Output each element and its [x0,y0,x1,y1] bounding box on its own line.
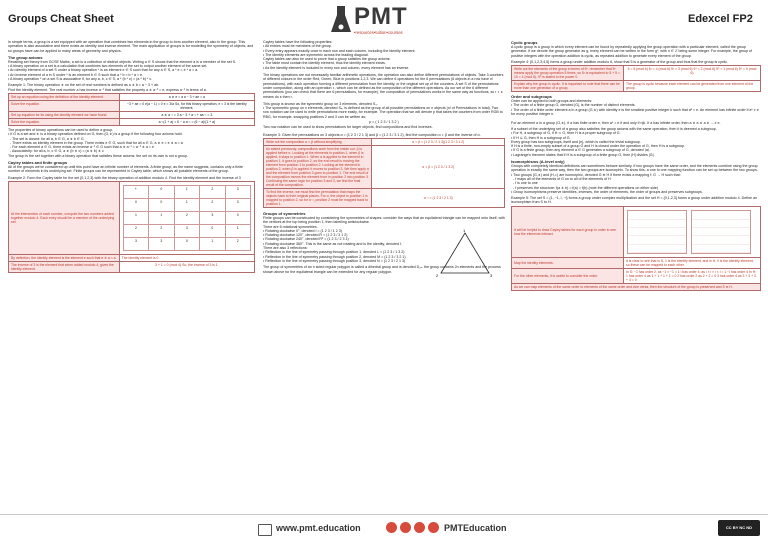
triangle-label: 2 [436,272,439,278]
ex2-step: At the intersection of each number, compute the two numbers added together modulo 4. Each entry should be a member of the underlying set. [9,181,120,254]
footer [0,514,768,543]
example-5: Example 5: The set S = {1, −1, i, −i} forms a group under complex multiplication and the set H = {0,1,2,3} forms a group under addition modulo 4. Define an isomorphism from S to H. [511,196,759,205]
cayley-cell: 2 [149,224,174,237]
cayley-cell: 3 [149,237,174,250]
ex3-step: Write out the composition α ∘ β without simplifying. [264,138,372,145]
cayley-cell: 3 [123,237,148,250]
brand-handle: PMTEducation [444,523,507,533]
subject-title: Edexcel FP2 [688,13,753,25]
symmetry-list: • Rotating clockwise 0°, denoted I = (1 2 3 / 1 2 3) • Rotating clockwise 120°, denoted R = (1 2 3 / 3 1 2) • Rotating clockwise 240°, denoted R² = (1 2 3 / 2 3 1) • Rotating clockwise 360°. This is the same as not rotating and is the identity, denoted I. There are also 3 reflections: • Reflection in the line of symmetry passing through position 1, denoted L = (1 2 3 / 1 3 2) • Reflection in the line of symmetry passing through position 2, denoted M = (1 2 3 / 3 2 1) • Reflection in the line of symmetry passing through position 3, denoted N = (1 2 3 / 2 1 3) [263,228,406,263]
symmetry-heading: Groups of symmetries [263,210,306,216]
dihedral-text: The group of symmetries of an n sided regular polygon is called a dihedral group and is denoted D₂ₙ. the group contains 2n elements and the process shown above for the equilateral triangle can be extended for any regular polygon. [263,265,502,274]
cyclic-heading: Cyclic groups [511,40,538,45]
ex1-step: Solve the equation. [9,100,120,111]
ex5-step: Map the identity elements. [512,257,624,268]
cayley-cell: 1 [225,224,251,237]
ex5-step: For the other elements, it is useful to consider the order. [512,268,624,283]
cayley-cell: 0 [123,198,148,211]
cc-license-badge: CC BY NC ND [718,520,760,536]
orders-text: Order can be applied to both groups and elements: • The order of a finite group G, denoted |G|, is the number of distinct elements. • The order of a finite order element a in a group (G,∗) with identity e is the smallest positive integer k such that aᵏ = e. An element has infinite order if aⁿ ≠ e for every positive integer n. For an element a in a group (G,∗), if a has finite order n, then aⁿ = e if and only if n|k. If a has infinite order, then a ∗ a ∗ a ∗ ... ≠ e. [511,99,759,125]
isomorphism-heading: Isomorphisms (A-level only) [511,159,565,165]
cayley-text: All of the groups we've considered up until this point have an infinite number of elements. A finite group, as the name suggests, contains only a finite number of elements in its underlying set. Finite groups can be represented in Cayley table, which shows all possible elements of the group. [8,165,245,174]
cayley-cell: 0 [225,211,251,224]
ex3-step: To find the inverse, we must find the permutation that maps the objects back to their original places. For α, the object in position 1 is mapped to position 2, so for α⁻¹, position 2 must be mapped back to position 1. [264,188,372,207]
logo-text: PMT [354,3,408,30]
ex2-step: The inverse of 3 is the element that when added modulo 4, gives the identity element. [9,261,120,272]
logo-tagline: •resources•tuition•courses [354,30,403,35]
subgroup-text: If a subset of the underlying set of a group also satisfies the group axioms with the same operation, then it is deemed a subgroup. • For H, a subgroup of G, if H ⊂ G, then H is a proper subgroup of G. • If H ⊆ G, then H is a subgroup of G. Every group has two subgroups, itself and {e}, which is called the trivial subgroup. If H is a finite, non-empty subset of a group G and H is closed under the operation of G, then H is a subgroup. • If G is a finite group, then any element a ∈ G generates a subgroup of G, denoted ⟨a⟩. • Lagrange's theorem states that if H is a subgroup of a finite group G, then |H| divides |G|. [511,126,717,157]
ex2-step: By definition, the identity element is the element e such that e ∗ a = a. [9,254,120,261]
ex3-working: α⁻¹ = (1 2 3 / 2 1 3) [372,188,505,207]
cayley-cell: 3 [225,198,251,211]
cyclic-text: A cyclic group is a group in which every element can be found by repeatedly applying the group operation with a particular element, called the group generator. If we denote the group generator as g, every element can be written in the form gⁿ, with n ∈ ℤ being some integer. For example, the group of positive integers with the operation addition is cyclic, as repeated addition to generate every element of the group. [511,45,754,58]
website-link[interactable]: www.pmt.education [276,523,361,533]
orders-heading: Order and subgroups [511,94,552,100]
ex5-working: It is clear to see that in S, 1 is the identity element, and in H, 0 is the identity element, so these can be mapped to each other. [624,257,761,268]
ex1-step: Solve the equation. [9,118,120,125]
triangle-label: 1 [463,227,466,233]
instagram-icon[interactable] [386,522,397,533]
example-2: Example 2: Form the Cayley table for the set {0,1,2,3} with the binary operation of addition modulo 4. Find the identity element and the inverse of 3 [8,175,241,180]
cayley-table [123,185,251,251]
example-4: Example 4: {0,1,2,3,4,5} forms a group under addition modulo 6, show that 5 is a generator of the group and thus that the group is cyclic. [511,59,728,64]
facebook-icon[interactable] [414,522,425,533]
youtube-icon[interactable] [400,522,411,533]
ex5-step: It will be helpful to draw Cayley tables for each group in order to see how the elements interact. [512,206,624,257]
permutation-p: p = ( 1 2 3 / 1 3 2 ) [369,120,399,125]
group-definition: The properties of binary operations can be used to define a group. • If G is a set and ∗ is a binary operation defined on G, then (G,∗) is a group if the following four axioms hold: - The set is closed: for all a, b ∈ G, a ∗ b ∈ G - There exists an identity element in the group. There exists e ∈ G, such that for all a ∈ G, a ∗ e = e ∗ a = a - For each element a ∈ G, there exists an inverse a⁻¹ ∈ G such that a ∗ a⁻¹ = a⁻¹ ∗ a = e - Associativity: for all a, b, c ∈ G, a ∗ (b ∗ c) = (a ∗ b) ∗ c The group is the set together with a binary operation that satisfies these axioms: the set on its own is not a group. [8,127,188,158]
ex2-working: 3 + 1 = 0 (mod 4) So, the inverse of 3 is 1. [119,261,254,272]
example-3: Example 3: Given the permutations on 3 objects α = (1 2 3 / 2 1 3) and β = (1 2 3 / 3 1 2), find the composition α ∘ β and the inverse of α. [263,132,481,137]
pmt-logo [330,3,440,39]
cayley-cell: 3 [174,224,199,237]
ex1-working: −3 + ae = 0 e(a − 1) = 0 e = 3/a So, for this binary operation, e = 3 is the identity element. [119,100,254,111]
ex4-working: The group is cyclic because each element can be generated from one element of the group. [624,81,761,92]
ex2-working: The identity element is 0 [119,254,254,261]
triangle-label: 3 [490,272,493,278]
example-1-table [8,93,255,126]
equilateral-triangle-diagram [435,229,495,279]
permutation-text: The binary operations are not necessarily familiar arithmetic operations, the operation can also define different permutations of objects. Take 3 counters of different colours in the order Red, Green, Blue in positions 1,2,3. We can define 6 operations for the 6 permutations (6 objects in a row have n! permutations), with each operation forming a different permutation from the identity, or the original set up of the counters. A set S of the permutations under composition, along with an operation ∘, which can be defined as the composition of the different operations. As our set of the 6 different permutations (you can check that there are 6 permutations, for example), the composition of permutations works in the same way as functions, so r ∘ s means do s then r. [263,73,505,99]
cayley-cell: 3 [200,211,225,224]
cayley-heading: Cayley tables and finite groups [8,160,68,166]
ex5-conclusion: As we can map elements of the same order to elements of the same order and vice versa, then the structure of the group is preserved and S ≅ H. [512,283,761,290]
cayley-cell: 1 [174,185,199,198]
example-1: Example 1: The binary operation ∗ on the set of real numbers is defined as a ∗ b = a − 3 + ab. Find the identity element. The real number a has inverse a⁻¹ that satisfies the property a ∗ a⁻¹ = e, express a⁻¹ in terms of a. [8,83,207,92]
axioms-text: Recalling set theory from GCSE Maths, a set is a collection of distinct objects. Writing a ∈ S shows that the element a is a member of the set S. • A binary operation on a set is a calculation that combines two elements of the set to output another element of the same set. • An identity element of a set S under a binary operation * is an element e ∈ S such that for any a ∈ S, a * e = e * a = a. • An inverse element of a in S under * is an element b ∈ S such that a * b = b * a = e. • A binary operation * on a set S is associative if, for any a, b, c ∈ S, a * (b * c) = (a * b) * c. [8,59,237,82]
example-2-table [8,181,255,273]
ex1-working: a ∗ e = a a − 3 + ae = a [119,93,254,100]
cayley-cell: 1 [200,237,225,250]
cayley-cell: 2 [123,224,148,237]
cayley-table-s [627,210,687,254]
permutation-note: Two row notation can be used to show permutations for larger objects, find compositions and find inverses. [263,125,433,130]
cayley-cell: 1 [149,211,174,224]
ex5-working: In S: −1 has order 2, as −1 × −1 = 1 i has order 4, as i × i × i × i = 1 −i has order 4 In H: 1 has order 4 as 1 + 1 + 1 + 1 = 0 2 has order 2 as 2 + 2 = 0 3 has order 4 as 3 + 3 + 3 + 3 = 0 [624,268,761,283]
column-1 [8,40,255,510]
example-5-table [511,206,761,291]
cayley-cell: 2 [200,185,225,198]
computer-icon [258,524,272,536]
cayley-cell: 0 [149,198,174,211]
ex3-working: α ∘ β = (1 2 3 / 1 3 2) [372,145,505,188]
cayley-cell: 1 [123,211,148,224]
cayley-cell: 1 [174,198,199,211]
cayley-table-h [691,210,751,254]
cayley-cell: 0 [149,185,174,198]
pmt-flask-icon [330,5,352,35]
permutation-definition: This group is known as the symmetric group on 3 elements, denoted S₃. • The symmetric group on n elements, denoted Sₙ, is defined as the group of all possible permutations on n objects (n! of Permutations in total). Two row notation can be used to write permutations more easily, for example. The operation that we will denote p that takes the counters from order RGB to RBG, for example, swapping positions 2 and 3 can be written as: [263,101,503,119]
twitter-icon[interactable] [428,522,439,533]
ex1-working: a ∗ a⁻¹ = 3 a − 3 + a⁻¹ + aa⁻¹ = 3 [119,111,254,118]
cayley-cell: 0 [200,224,225,237]
ex1-working: a⁻¹(1 + a) = 6 − a a⁻¹ = (6 − a)/(1 + a) [119,118,254,125]
example-4-table [511,65,761,92]
cayley-properties: Cayley tables have the following properties: • All entries must be members of the group. • Every entry appears exactly once in each row and each column, including the identity element. • The identity elements are symmetric across the leading diagonal. Cayley tables can also be used to prove that a group satisfies the group axioms: • The table must contain the identity element, thus the identity element exists. • As the identity element is included in every row and column, every element has an inverse. [263,40,416,70]
cayley-cell: + [123,185,148,198]
ex4-working: 5 = 5 (mod 6) 5² = 4 (mod 6) 5³ = 3 (mod 6) 5⁴ = 2 (mod 6) 5⁵ = 1 (mod 6) 5⁶ = 0 (mod 6) [624,66,761,81]
cayley-cell: 2 [200,198,225,211]
ex1-step: Set up an equation using the definition of the identity element. [9,93,120,100]
column-2 [263,40,505,510]
cayley-cell: 0 [174,237,199,250]
ex4-step: Write out the elements of the group in terms of 5ⁿ, remember that 5ⁿ means apply the group operation 5 times, so 5² is equivalent to 5 + 5 = 10 = 4 (mod 6), 5⁰ is stated to the power 0. [512,66,624,81]
ex1-step: Set up equation for its using the identity element we have found. [9,111,120,118]
ex3-working: α ∘ β = (1 2 3 / 2 1 3)(1 2 3 / 3 1 2) [372,138,505,145]
axioms-heading: The group axioms [8,54,43,60]
cayley-cell: 2 [225,237,251,250]
cayley-cell: 3 [225,185,251,198]
intro-text: In simple terms, a group is a set equipped with an operation that combines two elements in the group to form another element, also in the group. This operation is also associative and there exists an identity and inverse element. The main application of groups is for modelling the symmetry of objects, and so groups have can be applied to many areas of geometry and physics. [8,40,255,53]
column-3 [511,40,761,510]
ex4-step: Explain why the group is cyclic. It is important to note that there can be more than one generator of a group. [512,81,624,92]
footer-divider [0,514,768,515]
example-3-table [263,138,505,208]
isomorphism-text: Groups with completely identical definitions can sometimes behave similarly. If two groups have the same order, and the elements combine using the group operation in exactly the same way, then the two groups are isomorphic. To show this, a one to one mapping function can be set up between the two groups. • Two groups (G,∗) and (H,∘) are isomorphic, denoted G ≅ H if there exists a mapping f: G → H such that: - f maps all of the elements of G on to all of the elements of H - f is one to one - f preserves the structure: f(a ∗ b) = f(a) ∘ f(b) (note the different operations on either side) • Group isomorphisms preserve identities, inverses, the order of elements, the order of groups and preserves subgroups. [511,164,758,194]
cayley-cell: 2 [174,211,199,224]
symmetry-text: Finite groups can be constructed by considering the symmetries of shapes: consider the ways that an equilateral triangle can be mapped onto itself, with the vertices at the top being position 1, then labelling anticlockwise. There are 6 rotational symmetries. [263,215,505,229]
page-title: Groups Cheat Sheet [8,13,114,25]
ex3-step: As stated previously, compositions work from the inside out. β is applied before α. Looking at the elements in position 1, when β is applied, it stays in position 1. When α is applied to the element in position 1, it goes to position 2, so the end result is moving the element from position 1 to position 2. Looking at the element in position 2, when β is applied, it moves to position 3. We then apply α and the element from position 3 goes to position 1. The end result of the composition moves the element from in position 2 into position 3. Continuing the same logic for position 3 and 3, we find the final result of the composition. [264,145,372,188]
